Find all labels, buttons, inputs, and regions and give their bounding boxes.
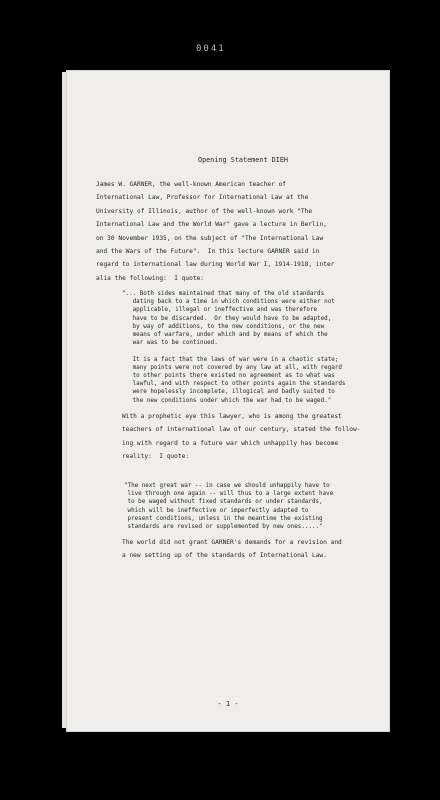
paragraph-3: The world did not grant GARNER's demands for a revision and a new setting up of the standards of International Law.: [122, 539, 342, 560]
quote-2: "The next great war -- in case we should unhappily have to live through one again -- will thus to a large extent have to be waged without fixed standards or under standards, which will be ineffective or imperfectly adapted to present conditions, unless in the meantime the existing standards are revised or supplemented by new ones.....": [124, 483, 334, 531]
page-number: - 1 -: [217, 700, 239, 708]
paragraph-1: James W. GARNER, the well-known American teacher of International Law, Professor for International Law at the University of Illinois, author of the well-known work "The International Law and the World War" gave a lecture in Berlin, on 30 November 1935, on the subject of "The International Law and the Wars of the Future". In this lecture GARNER said in regard to international law during World War I, 1914-1918, inter alia the following: I quote:: [96, 181, 335, 282]
paragraph-2: With a prophetic eye this lawyer, who is among the greatest teachers of international law of our century, stated the follow- ing with regard to a future war which unhappily has become reality: I quote:: [122, 413, 361, 461]
archive-mark: 0041: [196, 44, 226, 54]
document-page: [66, 70, 390, 732]
document-body: [66, 70, 390, 732]
document-title: Opening Statement DIEH: [197, 156, 289, 164]
quote-1: "... Both sides maintained that many of the old standards dating back to a time in which conditions were either not applicable, illegal or ineffective and was therefore have to be discarded. Or they would have to be adapted, by way of additions, to the new conditions, or the new means of warfare, under which and by means of which the war was to be continued. It is a fact that the laws of war were in a chaotic state; many points were not covered by any law at all, with regard to other points there existed no agreement as to what was lawful, and with respect to other points again the standards were hopelessly incomplete, illogical and badly suited to the new conditions under which the war had to be waged.": [122, 291, 346, 404]
